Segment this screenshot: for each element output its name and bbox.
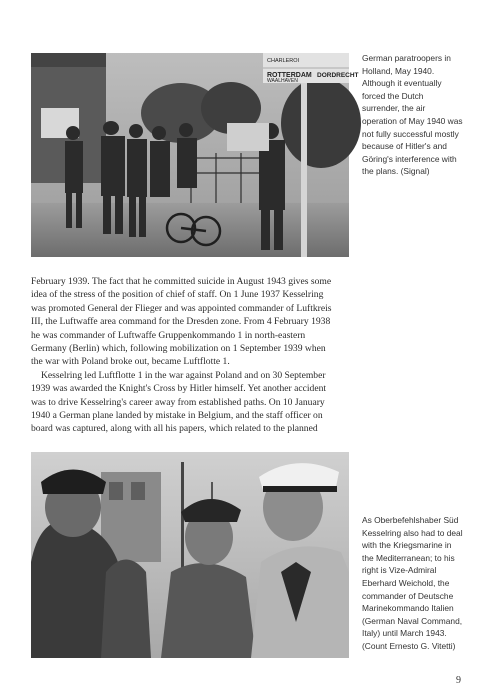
caption-line: As Oberbefehlshaber Süd — [362, 515, 459, 525]
kesselring-photo — [31, 452, 349, 658]
body-line: Germany (Berlin) which, following mobilization on 1 September 1939 when — [31, 343, 326, 355]
caption-line: (German Naval Command, — [362, 615, 463, 626]
body-line: he was commander of Luftwaffe Gruppenkommando 1 in north-eastern — [31, 329, 306, 341]
caption-line: Although it eventually — [362, 78, 442, 89]
caption-line: Eberhard Weichold, the — [362, 577, 450, 588]
caption-line: German paratroopers in — [362, 53, 451, 63]
body-line: III, the Luftwaffe area command for the Dresden zone. From 4 February 1938 — [31, 316, 331, 328]
caption-line: because of Hitler's and — [362, 141, 447, 152]
caption-line: Kesselring also had to deal — [362, 527, 463, 538]
caption-line: Holland, May 1940. — [362, 65, 435, 76]
caption-line: (Count Ernesto G. Vitetti) — [362, 640, 456, 651]
body-line: idea of the stress of the position of chief of staff. On 1 June 1937 Kesselring — [31, 289, 324, 301]
sign-dordrecht: DORDRECHT — [317, 72, 359, 79]
caption-line: the plans. (Signal) — [362, 166, 430, 177]
caption-line: Italy) until March 1943. — [362, 628, 447, 639]
caption-line: the Mediterranean; to his — [362, 552, 455, 563]
sign-waalhaven: WAALHAVEN — [267, 78, 298, 84]
body-line: was to drive Kesselring's career away from established paths. On 10 January — [31, 396, 325, 408]
caption-line: with the Kriegsmarine in — [362, 540, 452, 551]
caption-line: commander of Deutsche — [362, 590, 454, 601]
bottom-photo-caption — [362, 514, 482, 653]
top-photo-caption — [362, 52, 482, 178]
body-line: 1940 a German plane landed by mistake in Belgium, and the staff officer on — [31, 410, 323, 422]
caption-line: forced the Dutch — [362, 90, 424, 101]
caption-line: Göring's interference with — [362, 153, 457, 164]
sign-charleroi: CHARLEROI — [267, 58, 300, 64]
body-line: February 1939. The fact that he committed suicide in August 1943 gives some — [31, 276, 332, 287]
sign-rotterdam: ROTTERDAM — [267, 72, 312, 79]
caption-line: operation of May 1940 was — [362, 115, 463, 126]
paratroopers-photo — [31, 53, 359, 257]
body-line: 1939 was awarded the Knight's Cross by Hitler himself. Yet another accident — [31, 383, 327, 395]
body-line: was promoted General der Flieger and was appointed commander of Luftkreis — [31, 302, 332, 314]
page-number: 9 — [456, 675, 461, 686]
caption-line: right is Vize-Admiral — [362, 565, 437, 576]
body-line: board was captured, along with all his papers, which related to the planned — [31, 423, 318, 435]
caption-line: Marinekommando Italien — [362, 603, 454, 614]
caption-line: surrender, the air — [362, 103, 426, 114]
caption-line: not fully successful mostly — [362, 128, 459, 139]
body-line: Kesselring led Luftflotte 1 in the war against Poland and on 30 September — [41, 369, 326, 381]
body-line: the war with Poland broke out, became Luftflotte 1. — [31, 356, 230, 368]
body-text — [31, 275, 349, 436]
